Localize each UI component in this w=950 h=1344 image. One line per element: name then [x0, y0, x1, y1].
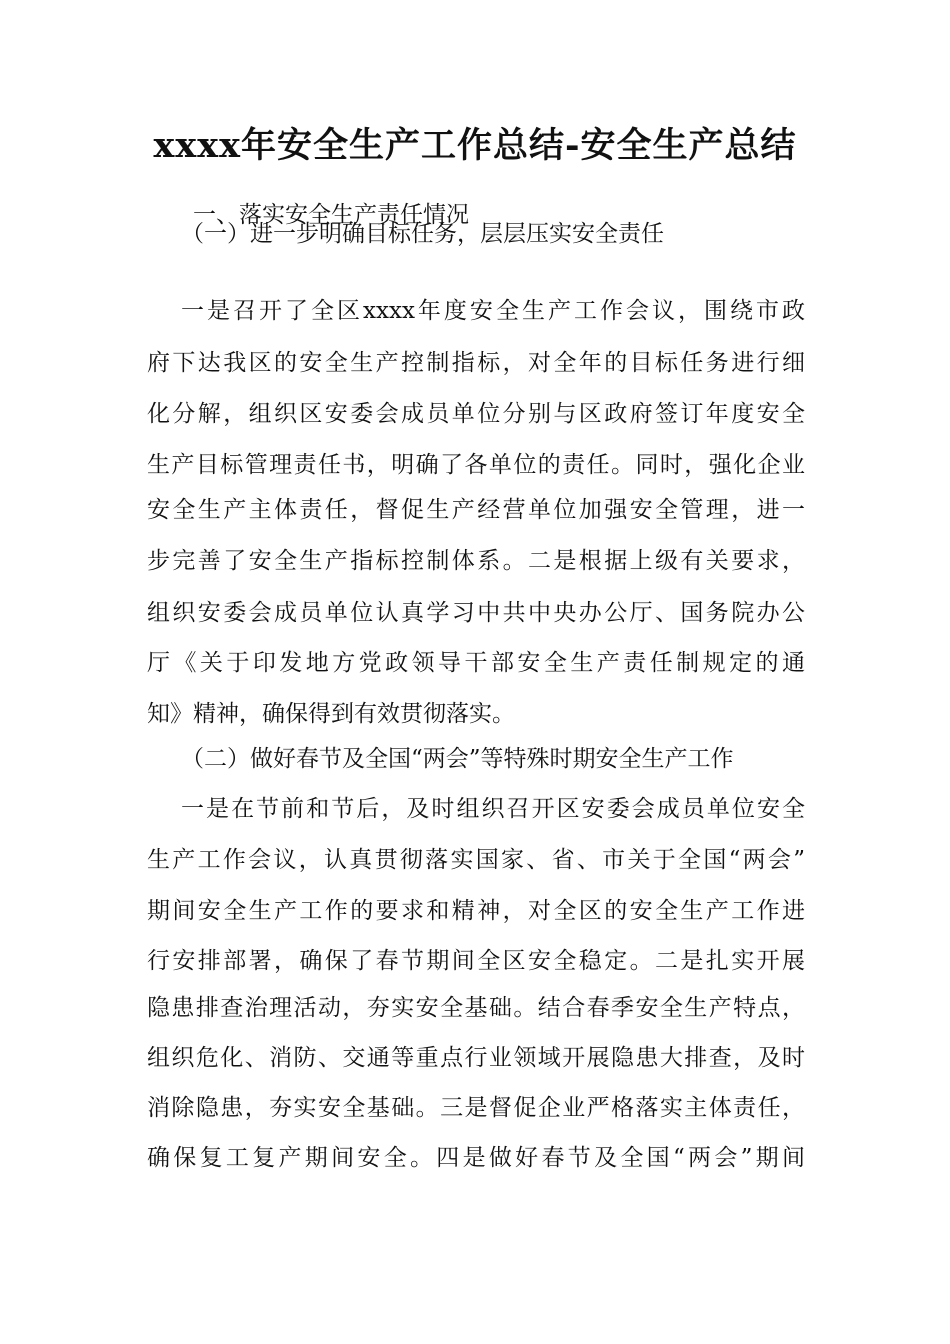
paragraph-line: 知》精神，确保得到有效贯彻落实。	[147, 701, 515, 727]
section-heading: 一、落实安全生产责任情况	[193, 202, 469, 228]
paragraph-line: 步完善了安全生产指标控制体系。二是根据上级有关要求，	[147, 548, 805, 574]
paragraph-line: 一是召开了全区xxxx年度安全生产工作会议，围绕市政	[181, 298, 805, 324]
paragraph-line: 隐患排查治理活动，夯实安全基础。结合春季安全生产特点，	[147, 995, 805, 1021]
paragraph-line: 行安排部署，确保了春节期间全区安全稳定。二是扎实开展	[147, 948, 805, 974]
paragraph-line: 确保复工复产期间安全。四是做好春节及全国“两会”期间	[147, 1145, 805, 1171]
paragraph-line: 厅《关于印发地方党政领导干部安全生产责任制规定的通	[147, 650, 805, 676]
subsection-heading: （一）进一步明确目标任务，层层压实安全责任	[181, 221, 664, 247]
paragraph-line: 安全生产主体责任，督促生产经营单位加强安全管理，进一	[147, 497, 805, 523]
paragraph-line: 一是在节前和节后，及时组织召开区安委会成员单位安全	[181, 796, 805, 822]
paragraph-line: 化分解，组织区安委会成员单位分别与区政府签订年度安全	[147, 401, 805, 427]
paragraph-line: 府下达我区的安全生产控制指标，对全年的目标任务进行细	[147, 350, 805, 376]
document-title: xxxx年安全生产工作总结-安全生产总结	[153, 125, 797, 166]
paragraph-line: 组织危化、消防、交通等重点行业领域开展隐患大排查，及时	[147, 1045, 805, 1071]
paragraph-line: 生产目标管理责任书，明确了各单位的责任。同时，强化企业	[147, 452, 805, 478]
paragraph-line: 生产工作会议，认真贯彻落实国家、省、市关于全国“两会”	[147, 847, 805, 873]
paragraph-line: 组织安委会成员单位认真学习中共中央办公厅、国务院办公	[147, 600, 805, 626]
paragraph-line: 期间安全生产工作的要求和精神，对全区的安全生产工作进	[147, 898, 805, 924]
paragraph-line: 消除隐患，夯实安全基础。三是督促企业严格落实主体责任，	[147, 1095, 805, 1121]
subsection-heading: （二）做好春节及全国“两会”等特殊时期安全生产工作	[181, 746, 734, 772]
